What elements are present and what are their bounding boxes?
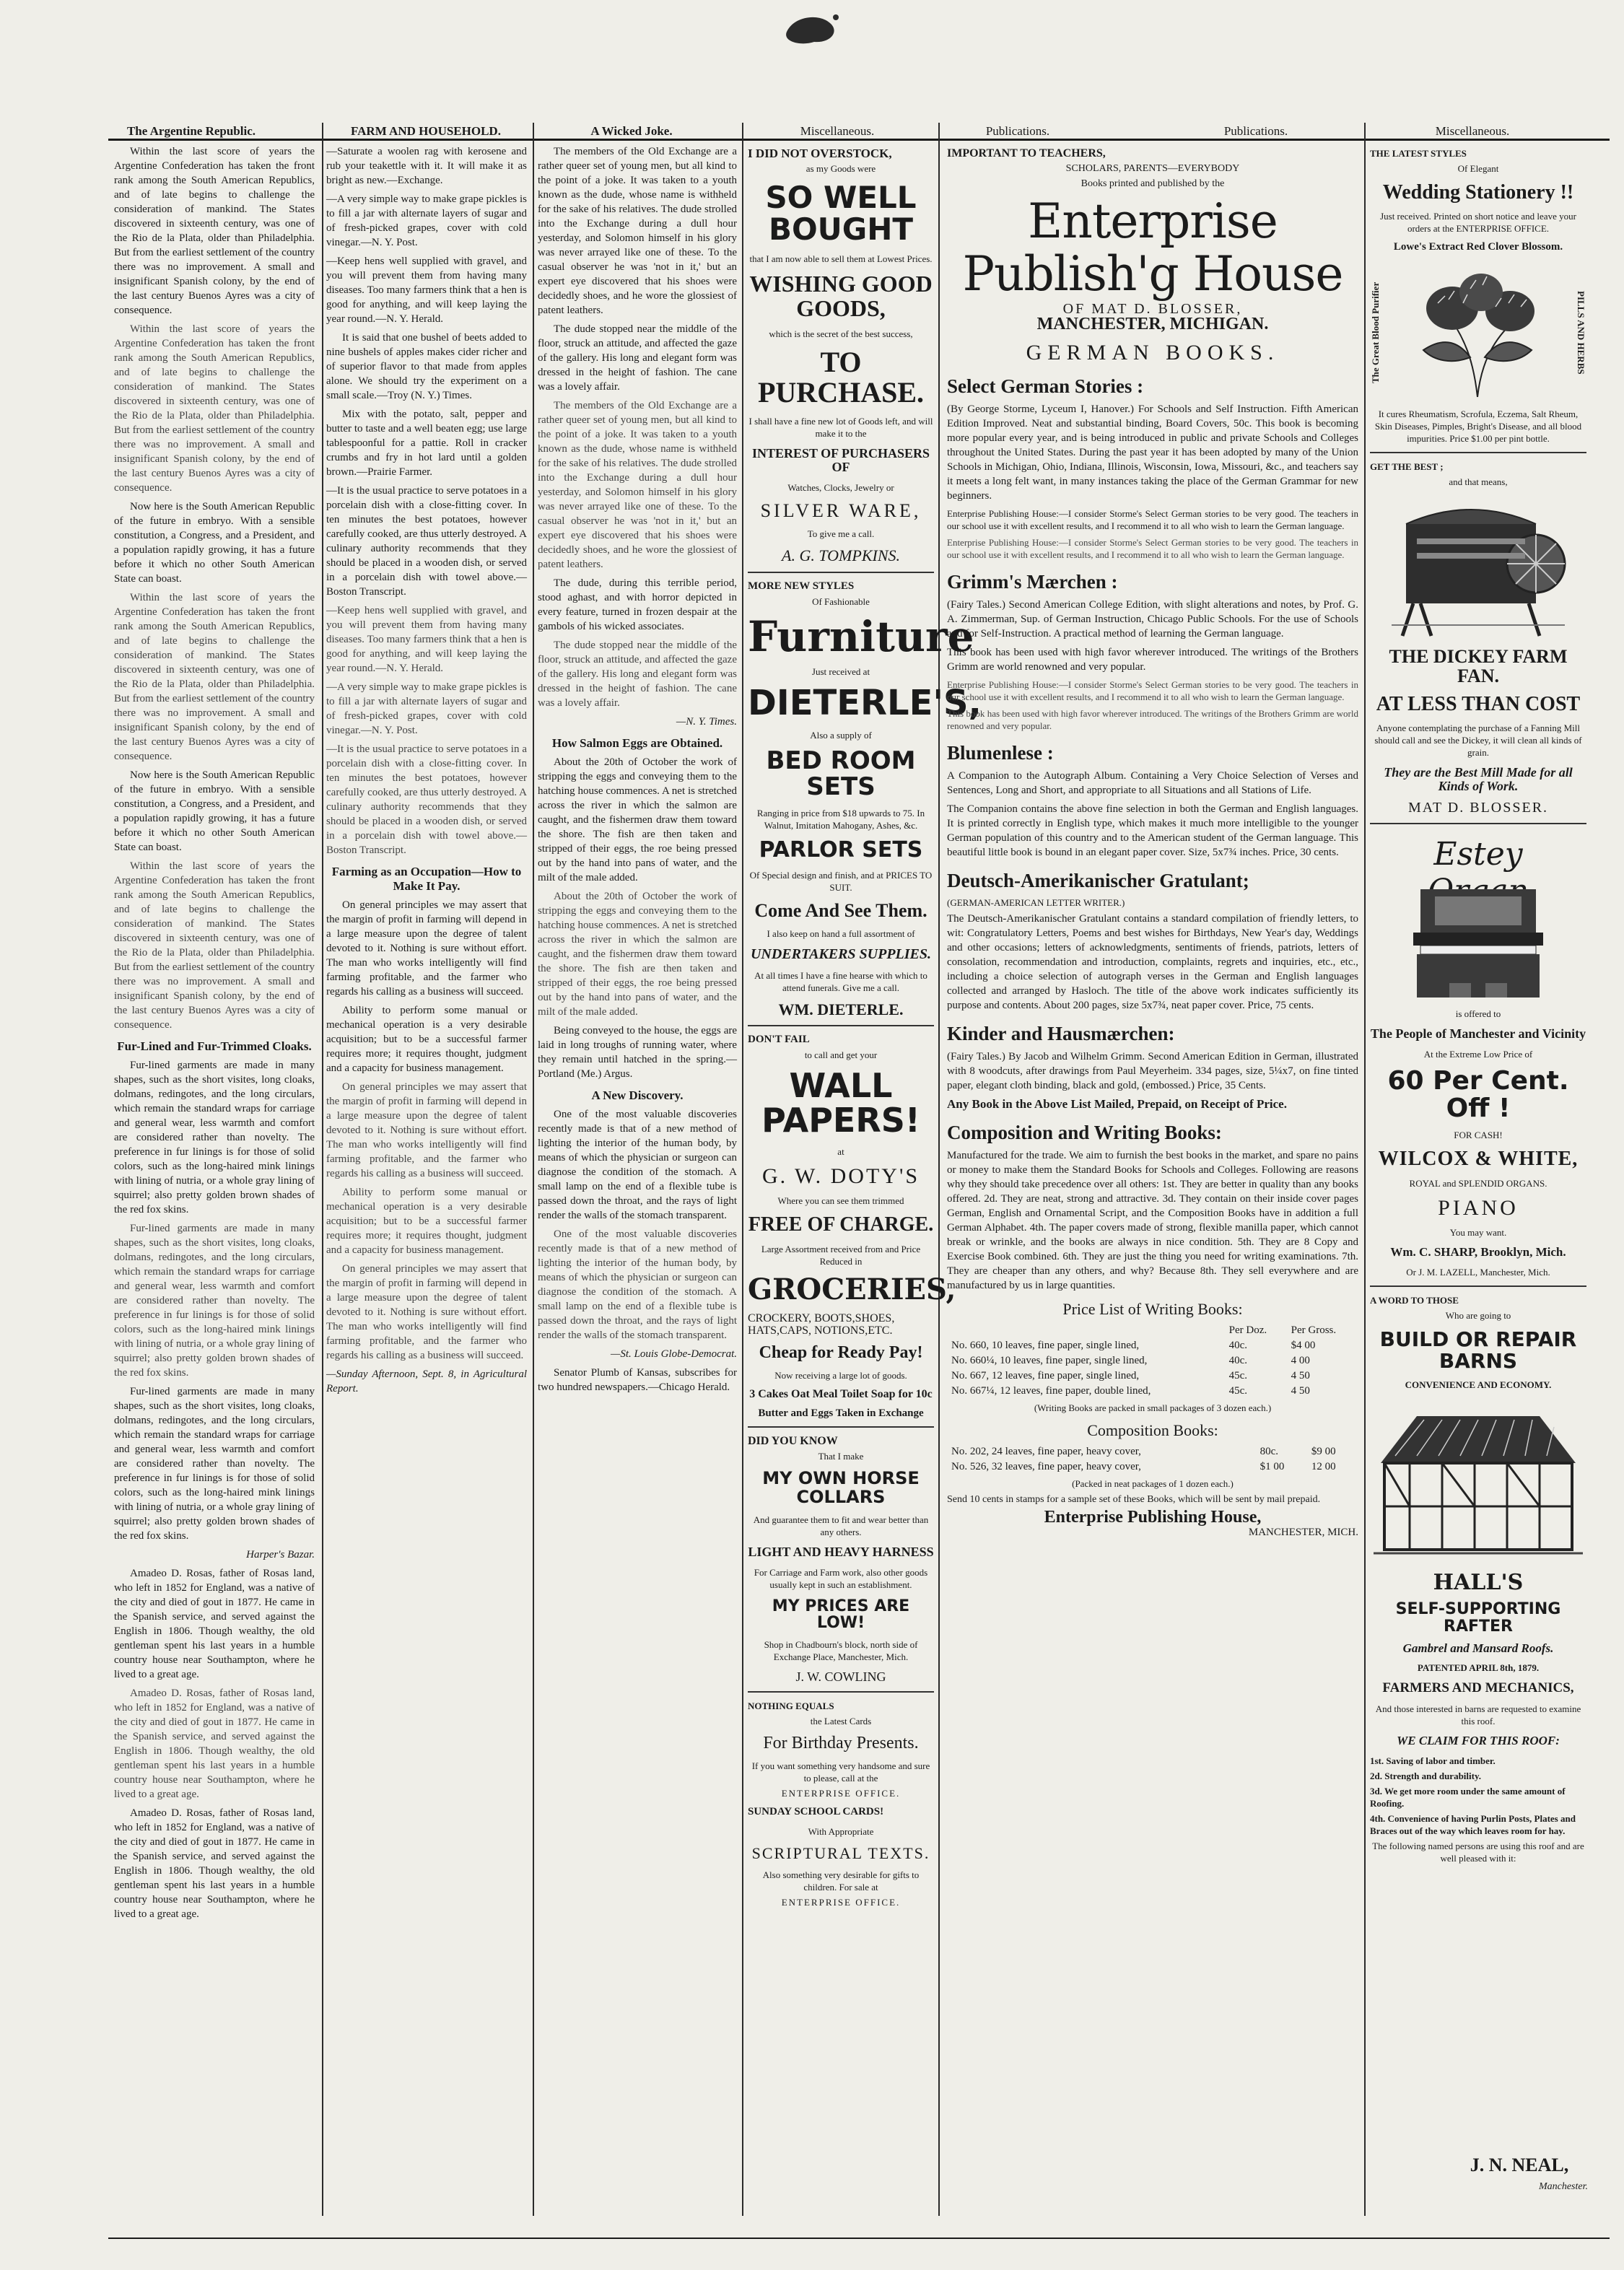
red-clover-illustration: [1370, 261, 1586, 405]
paragraph: On general principles we may assert that the margin of profit in farming will depend in a large measure upon the degree of talent devoted to it. Nothing is sure without effort. The man who works intelligently will find farming profitable, and the farmer who regards his calling as a business will succeed.: [326, 1081, 527, 1179]
ad-line: Who are going to: [1445, 1310, 1511, 1322]
ad-headline: MY OWN HORSE COLLARS: [762, 1468, 920, 1507]
composition-books-price-table: [947, 1444, 1358, 1475]
column-misc-ads: [748, 144, 982, 2252]
book-description: A Companion to the Autograph Album. Containing a Very Choice Selection of Verses and Sentences, Long and Short, and appropriate to all Situations and all Stations of Life.: [947, 770, 1358, 797]
ad-line: CONVENIENCE AND ECONOMY.: [1405, 1379, 1552, 1390]
paragraph: Senator Plumb of Kansas, subscribes for two hundred newspapers.—Chicago Herald.: [538, 1367, 737, 1393]
list-item: 3d. We get more room under the same amount of Roofing.: [1370, 1786, 1566, 1810]
ad-headline: SILVER WARE,: [760, 500, 922, 522]
ad-divider: [748, 572, 934, 573]
paragraph: About the 20th of October the work of stripping the eggs and conveying them to the hatching house commences. A net is stretched across the river in which the salmon are caught, and the fishermen draw them toward the shore. The fish are then taken and stripped of their eggs, the roe being pressed out by the hand into pans of water, and the milt of the male added.: [538, 756, 737, 883]
ad-headline: PIANO: [1438, 1195, 1519, 1220]
ad-line: Also a supply of: [810, 729, 872, 741]
ad-headline: Gambrel and Mansard Roofs.: [1402, 1641, 1554, 1655]
ad-signature: A. G. TOMPKINS.: [782, 546, 900, 565]
attribution: —N. Y. Times.: [676, 716, 737, 728]
sample-offer: Send 10 cents in stamps for a sample set of these Books, which will be sent by mail prepaid.: [947, 1494, 1321, 1506]
ad-headline: TO PURCHASE.: [757, 346, 925, 409]
ad-headline: BUILD OR REPAIR BARNS: [1379, 1327, 1577, 1373]
book-testimonial: This book has been used with high favor wherever introduced. The writings of the Brothers Grimm are world renowned and very popular.: [947, 708, 1358, 732]
clover-blossom-icon: [1394, 263, 1560, 401]
ad-signature: WM. DIETERLE.: [778, 1000, 904, 1018]
column-rule: [938, 123, 940, 2216]
ad-line: I also keep on hand a full assortment of: [767, 928, 915, 939]
table-cell: $4 00: [1291, 1340, 1316, 1352]
ad-line: Now receiving a large lot of goods.: [774, 1369, 907, 1381]
publisher-location: MANCHESTER, MICHIGAN.: [1036, 315, 1269, 334]
paragraph: Mix with the potato, salt, pepper and butter to taste and a well beaten egg; use large tablespoonful for a pattie. Roll in cracker crumbs and fry in hot lard until a golden brown.—Prairie Farmer.: [326, 409, 527, 478]
organ-illustration: [1370, 831, 1586, 1005]
ad-line: and that means,: [1449, 476, 1508, 488]
table-row: [947, 1459, 1358, 1475]
ad-headline: UNDERTAKERS SUPPLIES.: [750, 946, 932, 962]
mail-order-note: Any Book in the Above List Mailed, Prepaid, on Receipt of Price.: [947, 1097, 1287, 1112]
ad-line: Just received. Printed on short notice and leave your orders at the ENTERPRISE OFFICE.: [1380, 211, 1576, 235]
table-row: [947, 1444, 1358, 1459]
ad-line: Just received at: [811, 666, 870, 678]
ad-headline: WE CLAIM FOR THIS ROOF:: [1397, 1734, 1560, 1748]
pub-line: Books printed and published by the: [1081, 178, 1225, 189]
column-argentine: [114, 144, 315, 2252]
paragraph: —It is the usual practice to serve potatoes in a porcelain dish with a close-fitting cover. In ten minutes the best potatoes, however carefully cooked, are thus utterly destroyed. A culinary authority recommends that they should be placed in a wooden dish, or served in a porcelain dish with towel above.—Boston Transcript.: [326, 743, 527, 856]
ad-headline: THE DICKEY FARM FAN.: [1389, 646, 1568, 687]
book-title: Composition and Writing Books:: [947, 1122, 1222, 1144]
column-publications: [947, 144, 1358, 2252]
paragraph: The dude stopped near the middle of the floor, struck an attitude, and affected the gaze of the gallery. His long and elegant form was dressed in the height of fashion. The cane was a lovely affair.: [538, 323, 737, 393]
ad-line: And those interested in barns are requested to examine this roof.: [1375, 1703, 1581, 1727]
table-cell: 45c.: [1228, 1370, 1248, 1382]
ad-line: which is the secret of the best success,: [769, 328, 913, 340]
ad-headline: HALL'S: [1433, 1569, 1524, 1595]
table-note: (Writing Books are packed in small packages of 3 dozen each.): [1034, 1402, 1272, 1414]
paragraph: On general principles we may assert that the margin of profit in farming will depend in a large measure upon the degree of talent devoted to it. Nothing is sure without effort. The man who works intelligently will find farming profitable, and the farmer who regards his calling as a business will succeed.: [326, 899, 527, 998]
ad-line: DON'T FAIL: [748, 1034, 810, 1046]
ad-line: THE LATEST STYLES: [1370, 148, 1467, 159]
table-cell: 45c.: [1228, 1385, 1248, 1397]
paragraph: It is said that one bushel of beets added to nine bushels of apples makes cider richer and of superior flavor to that made from apples alone. We should try the experiment on a small scale.—Troy (N. Y.) Times.: [326, 332, 527, 401]
ad-headline: They are the Best Mill Made for all Kinds of Work.: [1384, 765, 1573, 794]
ad-headline: WILCOX & WHITE,: [1378, 1148, 1579, 1171]
column-head-misc-1: Miscellaneous.: [800, 124, 875, 138]
paragraph: Within the last score of years the Argentine Confederation has taken the front rank among the South American Republics, and of late begins to challenge the consideration of mankind. The States discovered in sixteenth century, was one of the Rio de la Plata, older than Philadelphia. But from the earliest settlement of the country there was no improvement. A small and insignificant Spanish colony, by the end of the last century Buenos Ayres was a city of consequence.: [114, 323, 315, 494]
column-head-wicked-joke: A Wicked Joke.: [590, 124, 673, 138]
list-item: 4th. Convenience of having Purlin Posts, Plates and Braces out of the way which leaves room for hay.: [1370, 1813, 1576, 1837]
ad-headline: SO WELL BOUGHT: [765, 180, 917, 248]
paragraph: —A very simple way to make grape pickles is to fill a jar with alternate layers of sugar and of fresh-picked grapes, cover with cold vinegar.—N. Y. Post.: [326, 193, 527, 248]
table-row: [947, 1353, 1358, 1368]
ad-line: Where you can see them trimmed: [777, 1195, 904, 1207]
ad-headline: Butter and Eggs Taken in Exchange: [758, 1407, 924, 1419]
reed-organ-icon: [1406, 882, 1550, 1005]
paragraph: Within the last score of years the Argentine Confederation has taken the front rank among the South American Republics, and of late begins to challenge the consideration of mankind. The States discovered in sixteenth century, was one of the Rio de la Plata, older than Philadelphia. But from the earliest settlement of the country there was no improvement. A small and insignificant Spanish colony, by the end of the last century Buenos Ayres was a city of consequence.: [114, 146, 315, 316]
ad-headline: PARLOR SETS: [759, 837, 923, 863]
table-cell: 40c.: [1228, 1355, 1248, 1367]
paragraph: On general principles we may assert that the margin of profit in farming will depend in a large measure upon the degree of talent devoted to it. Nothing is sure without effort. The man who works intelligently will find farming profitable, and the farmer who regards his calling as a business will succeed.: [326, 1263, 527, 1361]
attribution: —St. Louis Globe-Democrat.: [611, 1348, 737, 1360]
ad-line: that I am now able to sell them at Lowest Prices.: [749, 253, 933, 265]
article-heading: Fur-Lined and Fur-Trimmed Cloaks.: [117, 1039, 312, 1053]
ad-headline: Wedding Stationery !!: [1382, 181, 1574, 204]
list-item: 2d. Strength and durability.: [1370, 1771, 1482, 1782]
table-cell: No. 660, 10 leaves, fine paper, single lined,: [951, 1340, 1140, 1352]
top-rule: [108, 139, 1610, 141]
ad-headline: FARMERS AND MECHANICS,: [1382, 1680, 1574, 1696]
ad-divider: [748, 1025, 934, 1026]
ad-line: Anyone contemplating the purchase of a Fanning Mill should call and see the Dickey, it will clean all kinds of grain.: [1374, 723, 1582, 759]
table-cell: No. 660¼, 10 leaves, fine paper, single lined,: [951, 1355, 1148, 1367]
book-title: Kinder and Hausmærchen:: [947, 1023, 1175, 1045]
article-heading: A New Discovery.: [591, 1088, 684, 1102]
paragraph: —Keep hens well supplied with gravel, and you will prevent them from having many diseases. Too many farmers think that a hen is good for anything, and will keep laying the year round.—N. Y. Herald.: [326, 605, 527, 674]
table-header: [947, 1323, 1225, 1338]
ad-headline: LIGHT AND HEAVY HARNESS: [748, 1544, 934, 1559]
organ-brand: Estey: [1433, 835, 1523, 873]
ad-line: the Latest Cards: [810, 1715, 872, 1726]
attribution: Harper's Bazar.: [246, 1549, 315, 1560]
table-row: [947, 1338, 1358, 1353]
paragraph: Ability to perform some manual or mechanical operation is a very desirable acquisition; but to be a successful farmer requires more; it requires thought, judgment and a capacity for business management.: [326, 1187, 527, 1256]
column-rule: [1364, 123, 1366, 2216]
paragraph: The dude stopped near the middle of the floor, struck an attitude, and affected the gaze of the gallery. His long and elegant form was dressed in the height of fashion. The cane was a lovely affair.: [538, 639, 737, 709]
ad-headline: FREE OF CHARGE.: [748, 1213, 934, 1236]
ad-line: It cures Rheumatism, Scrofula, Eczema, Salt Rheum, Skin Diseases, Pimples, Bright's Disease, and all blood impurities. Price $1.00 per pint bottle.: [1374, 409, 1582, 445]
ad-line: ENTERPRISE OFFICE.: [781, 1896, 901, 1908]
ad-headline: SCRIPTURAL TEXTS.: [751, 1843, 930, 1862]
ad-line: Of Fashionable: [812, 595, 870, 607]
article-heading: How Salmon Eggs are Obtained.: [551, 736, 723, 750]
side-caption: PILLS AND HERBS: [1576, 291, 1586, 375]
ad-headline: Cheap for Ready Pay!: [759, 1343, 923, 1362]
column-rule: [742, 123, 743, 2216]
book-description: (Fairy Tales.) Second American College Edition, with slight alterations and notes, by Prof. G. A. Zimmerman, Sup. of German Instruction, Chicago Public Schools. For the use of Schools and for Self-Instruction. A practical method of learning the German language.: [947, 599, 1358, 640]
paragraph: —Saturate a woolen rag with kerosene and rub your teakettle with it. It will make it as bright as new.—Exchange.: [326, 146, 527, 186]
ad-headline: INTEREST OF PURCHASERS OF: [751, 446, 930, 475]
ad-line: MORE NEW STYLES: [748, 580, 855, 592]
ad-line: Shop in Chadbourn's block, north side of Exchange Place, Manchester, Mich.: [764, 1638, 918, 1662]
attribution: —Sunday Afternoon, Sept. 8, in Agricultural Report.: [326, 1368, 527, 1394]
table-cell: $1 00: [1260, 1461, 1285, 1473]
paragraph: —A very simple way to make grape pickles is to fill a jar with alternate layers of sugar and of fresh-picked grapes, cover with cold vinegar.—N. Y. Post.: [326, 681, 527, 736]
paragraph: Within the last score of years the Argentine Confederation has taken the front rank among the South American Republics, and of late begins to challenge the consideration of mankind. The States discovered in sixteenth century, was one of the Rio de la Plata, older than Philadelphia. But from the earliest settlement of the country there was no improvement. A small and insignificant Spanish colony, by the end of the last century Buenos Ayres was a city of consequence.: [114, 592, 315, 762]
table-cell: 80c.: [1260, 1446, 1279, 1458]
paragraph: Amadeo D. Rosas, father of Rosas land, who left in 1852 for England, was a native of the city and died of gout in 1877. He came in the Spanish service, and served against the English in 1806. Though wealthy, the old gentleman spent his last years in a humble country house near Southampton, where he lived to a great age.: [114, 1807, 315, 1920]
book-title: Deutsch-Amerikanischer Gratulant;: [947, 870, 1249, 892]
ad-divider: [748, 1426, 934, 1428]
ad-headline: DIETERLE'S,: [748, 683, 982, 724]
book-description: The Companion contains the above fine selection in both the German and English languages. It is printed correctly in English type, which makes it much more intelligible to the younger German population of this country and to the American student of the German language. This beautiful little book is bound in an elegant paper cover. Size, 5x7¾ inches. Price, 30 cents.: [947, 803, 1358, 859]
table-cell: 4 00: [1291, 1355, 1310, 1367]
ad-headline: GROCERIES,: [748, 1272, 956, 1306]
table-cell: No. 202, 24 leaves, fine paper, heavy cover,: [951, 1446, 1141, 1458]
table-header-row: [947, 1323, 1358, 1338]
book-description: Manufactured for the trade. We aim to furnish the best books in the market, and spare no pains or money to make them the Standard Books for Schools and Colleges. Following are reasons why they should take precedence over all others: 1st. They are better in quality than any books offered. 2d. They are neat, strong and attractive. 3d. They contain on their inside cover pages German, English and Ornamental Script, and the Composition Books have in addition a full German Alphabet. 4th. The paper covers made of strong, flexible manilla paper, which cannot break or wrinkle, and the books are always in nice condition. 5th. They are 8 Copy and Exercise Book combined. 6th. They are just the thing you need for writing examinations. 7th. They are cheaper than any others, and why? Because 8th. They sell everywhere and are manufactured by us in large quantities.: [947, 1150, 1358, 1292]
book-description: (By George Storme, Lyceum I, Hanover.) For Schools and Self Instruction. Fifth American Edition Improved. Neat and substantial binding, Board Covers, 50c. This book is becoming more popular every year, and is being introduced in public and private Schools and Colleges throughout the United States. During the past year it has been adopted by many of the Union Schools in Michigan, Ohio, Indiana, Illinois, Wisconsin, Iowa, Missouri, &c., and teachers say it meets a long felt want, in many instances taking the place of the German Grammar for new beginners.: [947, 403, 1358, 502]
paragraph: Fur-lined garments are made in many shapes, such as the short visites, long cloaks, dolmans, redingotes, and the long circulars, which remain the standard wraps for carriage and general wear, less warmth and comfort are considered rather than novelty. The preference in fur linings is for those of solid colors, such as the long-haired mink linings with lining of nutria, or a whole gray lining of squirrel; also pretty golden brown shades of the red fox skins.: [114, 1386, 315, 1542]
ad-line: At all times I have a fine hearse with which to attend funerals. Give me a call.: [754, 970, 927, 993]
column-wicked-joke: [538, 144, 737, 2252]
column-rule: [322, 123, 323, 2216]
table-cell: No. 526, 32 leaves, fine paper, heavy cover,: [951, 1461, 1141, 1473]
ad-line: Of Special design and finish, and at PRICES TO SUIT.: [749, 869, 933, 893]
ad-line: as my Goods were: [806, 163, 876, 174]
ad-divider: [1370, 823, 1586, 824]
ad-headline: The People of Manchester and Vicinity: [1370, 1026, 1586, 1041]
ad-line: The following named persons are using this roof and are well pleased with it:: [1372, 1841, 1584, 1864]
ad-headline: MY PRICES ARE LOW!: [772, 1597, 910, 1632]
ad-line: ROYAL and SPLENDID ORGANS.: [1409, 1177, 1547, 1189]
ad-line: At the Extreme Low Price of: [1423, 1048, 1533, 1060]
paragraph: Being conveyed to the house, the eggs are laid in long troughs of running water, where they remain until hatched in the spring.—Portland (Me.) Argus.: [538, 1025, 737, 1080]
pub-line: IMPORTANT TO TEACHERS,: [947, 147, 1106, 160]
paragraph: Now here is the South American Republic of the future in embryo. With a sensible constitution, a Congress, and a President, and a population rapidly growing, it has a future before it which no other South American State can boast.: [114, 769, 315, 853]
ad-line: You may want.: [1449, 1227, 1507, 1239]
ad-divider: [1370, 1285, 1586, 1287]
column-head-publications-2: Publications.: [1223, 124, 1288, 138]
table-cell: 12 00: [1311, 1461, 1336, 1473]
book-description: The Deutsch-Amerikanischer Gratulant contains a standard compilation of friendly letters, to wit: Congratulatory Letters, Poems and best wishes for Birthdays, New Year's day, Weddings and other occasions; letters of acknowledgments, sentiments of friends, patriots, letters of consolation, recommendation and introduction, complaints, regrets and inquiries, etc., etc., including a choice selection of autograph verses in the German and English languages collected and arranged by Hasloch. The title of the above work indicates sufficiently its purpose and contents. About 200 pages, size 5x7¾, neat paper cover. Price, 75 cents.: [947, 913, 1358, 1012]
column-head-argentine: The Argentine Republic.: [126, 124, 256, 138]
ad-headline: WALL PAPERS!: [761, 1066, 920, 1140]
table-cell: 40c.: [1228, 1340, 1248, 1352]
publisher-location: MANCHESTER, MICH.: [1248, 1527, 1358, 1539]
side-caption: The Great Blood Purifier: [1370, 282, 1381, 384]
column-head-farm: FARM AND HOUSEHOLD.: [351, 124, 501, 138]
paragraph: The members of the Old Exchange are a rather queer set of young men, but all kind to the point of a joke. It was taken to a youth known as the dude, whose name is withheld for the sake of his relatives. The dude strolled into the Exchange during a dull hour yesterday, and Solomon himself in his glory was never arrayed like one of these. To the casual observer he was 'not in it,' but an expert eye discovered that his shoes were decidedly shoes, and he wore the glossiest of patent leathers.: [538, 400, 737, 570]
ad-line: at: [837, 1145, 844, 1157]
ad-headline: Come And See Them.: [754, 899, 927, 921]
column-farm-household: [326, 144, 527, 2252]
table-cell: $9 00: [1311, 1446, 1336, 1458]
paragraph: —It is the usual practice to serve potatoes in a porcelain dish with a close-fitting cover. In ten minutes the best potatoes, however carefully cooked, are thus utterly destroyed. A culinary authority recommends that they should be placed in a wooden dish, or served in a porcelain dish with towel above.—Boston Transcript.: [326, 485, 527, 598]
ad-headline: Lowe's Extract Red Clover Blossom.: [1393, 241, 1563, 253]
ad-line: If you want something very handsome and sure to please, call at the: [751, 1760, 930, 1784]
paragraph: The dude, during this terrible period, stood aghast, and with horror depicted in every feature, turned in frozen despair at the gambols of his wicked associates.: [538, 577, 737, 632]
book-title: Blumenlese :: [947, 742, 1054, 764]
ad-headline: Furniture: [748, 611, 974, 661]
ad-line: Or J. M. LAZELL, Manchester, Mich.: [1406, 1267, 1550, 1278]
publisher-owner: OF MAT D. BLOSSER,: [1062, 301, 1243, 318]
ad-line: Large Assortment received from and Price Reduced in: [761, 1243, 921, 1267]
ad-line: FOR CASH!: [1454, 1130, 1503, 1141]
ad-signature: J. W. COWLING: [795, 1669, 886, 1684]
ad-line: to call and get your: [804, 1049, 878, 1061]
ad-divider: [1370, 452, 1586, 453]
ad-line: Also something very desirable for gifts to children. For sale at: [762, 1869, 920, 1893]
ad-line: Manchester.: [1538, 2181, 1588, 2192]
column-head-publications-1: Publications.: [985, 124, 1050, 138]
paragraph: One of the most valuable discoveries recently made is that of a new method of lighting the interior of the human body, by means of which the physician or surgeon can diagnose the condition of the stomach. A small lamp on the end of a flexible tube is passed down the throat, and the rays of light render the walls of the stomach transparent.: [538, 1228, 737, 1341]
ad-headline: AT LESS THAN COST: [1376, 692, 1581, 715]
list-item: 1st. Saving of labor and timber.: [1370, 1755, 1496, 1767]
table-note: (Packed in neat packages of 1 dozen each.): [1072, 1478, 1234, 1490]
paragraph: One of the most valuable discoveries recently made is that of a new method of lighting the interior of the human body, by means of which the physician or surgeon can diagnose the condition of the stomach. A small lamp on the end of a flexible tube is passed down the throat, and the rays of light render the walls of the stomach transparent.: [538, 1109, 737, 1221]
ad-headline: 60 Per Cent. Off !: [1387, 1065, 1569, 1123]
ad-line: Watches, Clocks, Jewelry or: [787, 482, 894, 494]
barn-frame-icon: [1374, 1398, 1583, 1564]
ad-line: A WORD TO THOSE: [1370, 1295, 1459, 1306]
ad-line: PATENTED APRIL 8th, 1879.: [1417, 1662, 1540, 1674]
ad-line: That I make: [818, 1451, 864, 1462]
bottom-rule: [108, 2238, 1610, 2239]
paragraph: Ability to perform some manual or mechanical operation is a very desirable acquisition; but to be a successful farmer requires more; it requires thought, judgment and a capacity for business management.: [326, 1005, 527, 1074]
book-testimonial: Enterprise Publishing House:—I consider Storme's Select German stories to be very good. The teachers in our school use it with excellent results, and I recommend it to all who wish to learn the German language.: [947, 537, 1358, 561]
publisher-signature: Enterprise Publishing House,: [1044, 1508, 1262, 1527]
paragraph: —Keep hens well supplied with gravel, and you will prevent them from having many diseases. Too many farmers think that a hen is good for anything, and will keep laying the year round.—N. Y. Herald.: [326, 256, 527, 325]
table-cell: No. 667¼, 12 leaves, fine paper, double lined,: [951, 1385, 1151, 1397]
price-list-title: Composition Books:: [1087, 1421, 1218, 1440]
ad-line: CROCKERY, BOOTS,SHOES, HATS,CAPS, NOTIONS,ETC.: [748, 1311, 895, 1337]
ad-line: Ranging in price from $18 upwards to 75. In Walnut, Imitation Mahogany, Ashes, &c.: [756, 808, 925, 831]
paragraph: Now here is the South American Republic of the future in embryo. With a sensible constitution, a Congress, and a President, and a population rapidly growing, it has a future before it which no other South American State can boast.: [114, 501, 315, 585]
ad-line: I shall have a fine new lot of Goods left, and will make it to the: [748, 416, 933, 440]
ad-line: Of Elegant: [1457, 163, 1499, 174]
ad-signature: MAT D. BLOSSER.: [1407, 799, 1549, 816]
ad-headline: Wm. C. SHARP, Brooklyn, Mich.: [1390, 1245, 1566, 1260]
book-description: This book has been used with high favor wherever introduced. The writings of the Brothers Grimm are world renowned and very popular.: [947, 647, 1358, 673]
ad-headline: BED ROOM SETS: [766, 746, 916, 801]
ad-headline: SUNDAY SCHOOL CARDS!: [748, 1805, 884, 1817]
paragraph: Amadeo D. Rosas, father of Rosas land, who left in 1852 for England, was a native of the city and died of gout in 1877. He came in the Spanish service, and served against the English in 1806. Though wealthy, the old gentleman spent his last years in a humble country house near Southampton, where he lived to a great age.: [114, 1568, 315, 1680]
article-heading: Farming as an Occupation—How to Make It Pay.: [331, 865, 522, 893]
ad-line: is offered to: [1455, 1008, 1501, 1019]
table-cell: No. 667, 12 leaves, fine paper, single lined,: [951, 1370, 1140, 1382]
table-row: [947, 1368, 1358, 1384]
ad-line: NOTHING EQUALS: [748, 1700, 834, 1711]
ad-line: ENTERPRISE OFFICE.: [781, 1787, 901, 1799]
paragraph: Within the last score of years the Argentine Confederation has taken the front rank among the South American Republics, and of late begins to challenge the consideration of mankind. The States discovered in sixteenth century, was one of the Rio de la Plata, older than Philadelphia. But from the earliest settlement of the country there was no improvement. A small and insignificant Spanish colony, by the end of the last century Buenos Ayres was a city of consequence.: [114, 860, 315, 1031]
ad-line: To give me a call.: [807, 528, 875, 540]
column-rule: [533, 123, 534, 2216]
paragraph: The members of the Old Exchange are a rather queer set of young men, but all kind to the point of a joke. It was taken to a youth known as the dude, whose name is withheld for the sake of his relatives. The dude strolled into the Exchange during a dull hour yesterday, and Solomon himself in his glory was never arrayed like one of these. To the casual observer he was 'not in it,' but an expert eye discovered that his shoes were decidedly shoes, and he wore the glossiest of patent leathers.: [538, 146, 737, 316]
writing-books-price-table: [947, 1323, 1358, 1399]
paragraph: About the 20th of October the work of stripping the eggs and conveying them to the hatching house commences. A net is stretched across the river in which the salmon are caught, and the fishermen draw them toward the shore. The fish are then taken and stripped of their eggs, the roe being pressed out by the hand into pans of water, and the milt of the male added.: [538, 891, 737, 1018]
book-title: Select German Stories :: [947, 375, 1144, 398]
table-cell: 4 50: [1291, 1385, 1310, 1397]
paragraph: Amadeo D. Rosas, father of Rosas land, who left in 1852 for England, was a native of the city and died of gout in 1877. He came in the Spanish service, and served against the English in 1806. Though wealthy, the old gentleman spent his last years in a humble country house near Southampton, where he lived to a great age.: [114, 1688, 315, 1800]
ad-divider: [748, 1691, 934, 1693]
book-testimonial: Enterprise Publishing House:—I consider Storme's Select German stories to be very good. The teachers in our school use it with excellent results, and I recommend it to all who wish to learn the German language.: [947, 508, 1358, 532]
price-list-title: Price List of Writing Books:: [1062, 1300, 1243, 1319]
table-header: Per Doz.: [1228, 1324, 1267, 1337]
table-header: Per Gross.: [1291, 1324, 1337, 1337]
ad-line: For Carriage and Farm work, also other goods usually kept in such an establishment.: [754, 1566, 928, 1590]
table-row: [947, 1384, 1358, 1399]
table-cell: 4 50: [1291, 1370, 1310, 1382]
farm-fan-mill-icon: [1377, 495, 1579, 639]
ad-signature: J. N. NEAL,: [1470, 2155, 1569, 2175]
ad-line: And guarantee them to fit and wear better than any others.: [753, 1514, 929, 1537]
pub-line: SCHOLARS, PARENTS—EVERYBODY: [1065, 163, 1240, 174]
paragraph: Fur-lined garments are made in many shapes, such as the short visites, long cloaks, dolmans, redingotes, and the long circulars, which remain the standard wraps for carriage and general wear, less warmth and comfort are considered rather than novelty. The preference in fur linings is for those of solid colors, such as the long-haired mink linings with lining of nutria, or a whole gray lining of squirrel; also pretty golden brown shades of the red fox skins.: [114, 1060, 315, 1215]
ad-line: GET THE BEST ;: [1370, 461, 1444, 473]
book-testimonial: Enterprise Publishing House:—I consider Storme's Select German stories to be very good. The teachers in our school use it with excellent results, and I recommend it to all who wish to learn the German language.: [947, 679, 1358, 703]
ad-line: With Appropriate: [808, 1825, 874, 1837]
publisher-title: Enterprise Publish'g House: [962, 193, 1343, 302]
ad-headline: WISHING GOOD GOODS,: [749, 271, 933, 321]
section-heading: GERMAN BOOKS.: [1026, 341, 1280, 365]
book-description: (Fairy Tales.) By Jacob and Wilhelm Grimm. Second American Edition in German, illustrated with 8 woodcuts, after drawings from Paul Meyerheim. 334 pages, size, 5¼x7, on fine tinted paper, elegant cloth binding, black and gold, (embossed.) Price, 35 Cents.: [947, 1051, 1358, 1092]
ad-line: DID YOU KNOW: [748, 1435, 838, 1448]
paragraph: Fur-lined garments are made in many shapes, such as the short visites, long cloaks, dolmans, redingotes, and the long circulars, which remain the standard wraps for carriage and general wear, less warmth and comfort are considered rather than novelty. The preference in fur linings is for those of solid colors, such as the long-haired mink linings with lining of nutria, or a whole gray lining of squirrel; also pretty golden brown shades of the red fox skins.: [114, 1223, 315, 1379]
ink-blot-icon: [780, 10, 842, 48]
ad-headline: SELF-SUPPORTING RAFTER: [1395, 1600, 1561, 1636]
book-title: Grimm's Mærchen :: [947, 571, 1118, 593]
column-misc-ads-2: [1370, 144, 1586, 2252]
ad-headline: For Birthday Presents.: [763, 1733, 919, 1752]
ad-line: I DID NOT OVERSTOCK,: [748, 147, 892, 160]
column-head-misc-2: Miscellaneous.: [1435, 124, 1510, 138]
book-subtitle: (GERMAN-AMERICAN LETTER WRITER.): [947, 897, 1125, 909]
ad-headline: G. W. DOTY'S: [761, 1164, 920, 1188]
ad-headline: 3 Cakes Oat Meal Toilet Soap for 10c: [749, 1387, 933, 1400]
